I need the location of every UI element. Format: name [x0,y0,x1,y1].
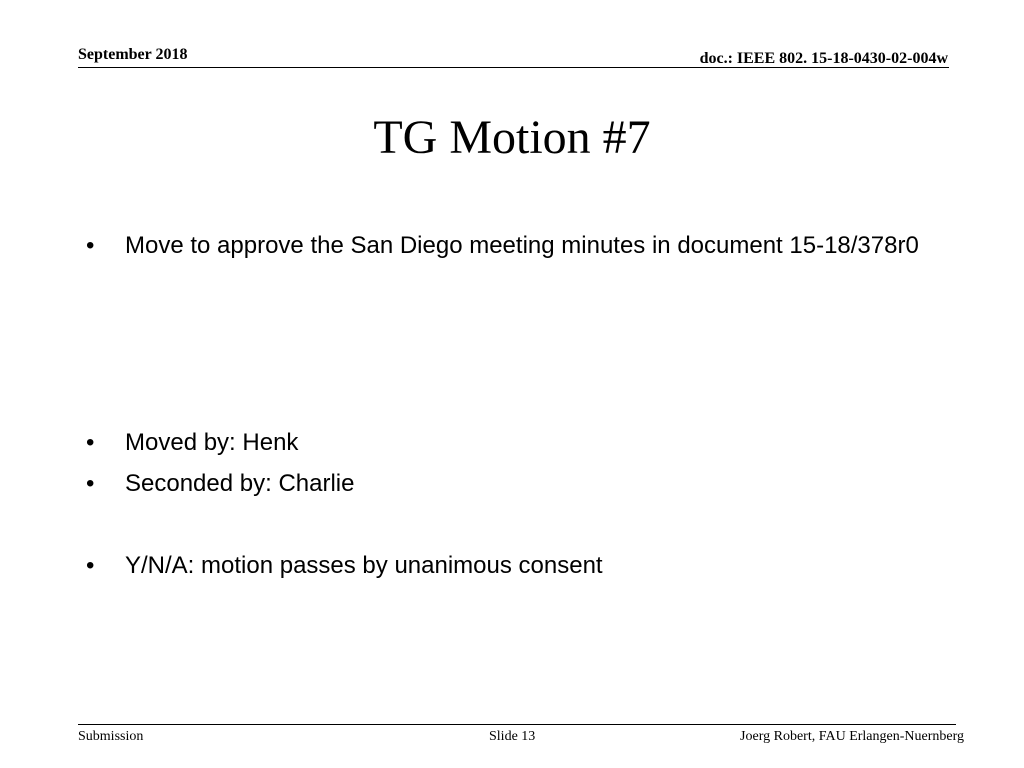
slide-title: TG Motion #7 [373,111,651,164]
bullet-icon: • [86,470,95,497]
footer-submission: Submission [78,729,144,744]
footer-slide-number: Slide 13 [489,729,536,744]
bullet-item-moved-by [86,425,926,461]
bullet-item-seconded-by [86,466,926,502]
bullet-text: Seconded by: Charlie [125,470,355,497]
bullet-icon: • [86,429,95,456]
bullet-item-motion [86,228,926,264]
header-divider [78,67,949,68]
bullet-text: Move to approve the San Diego meeting minutes in document 15-18/378r0 [125,232,919,259]
bullet-text: Moved by: Henk [125,429,299,456]
bullet-icon: • [86,232,95,259]
header-date: September 2018 [78,46,188,63]
footer-author: Joerg Robert, FAU Erlangen-Nuernberg [740,729,964,744]
header-doc-id: doc.: IEEE 802. 15-18-0430-02-004w [699,50,948,67]
footer-divider [78,724,956,725]
bullet-item-vote-result [86,548,926,584]
bullet-text: Y/N/A: motion passes by unanimous consent [125,552,603,579]
bullet-icon: • [86,552,95,579]
